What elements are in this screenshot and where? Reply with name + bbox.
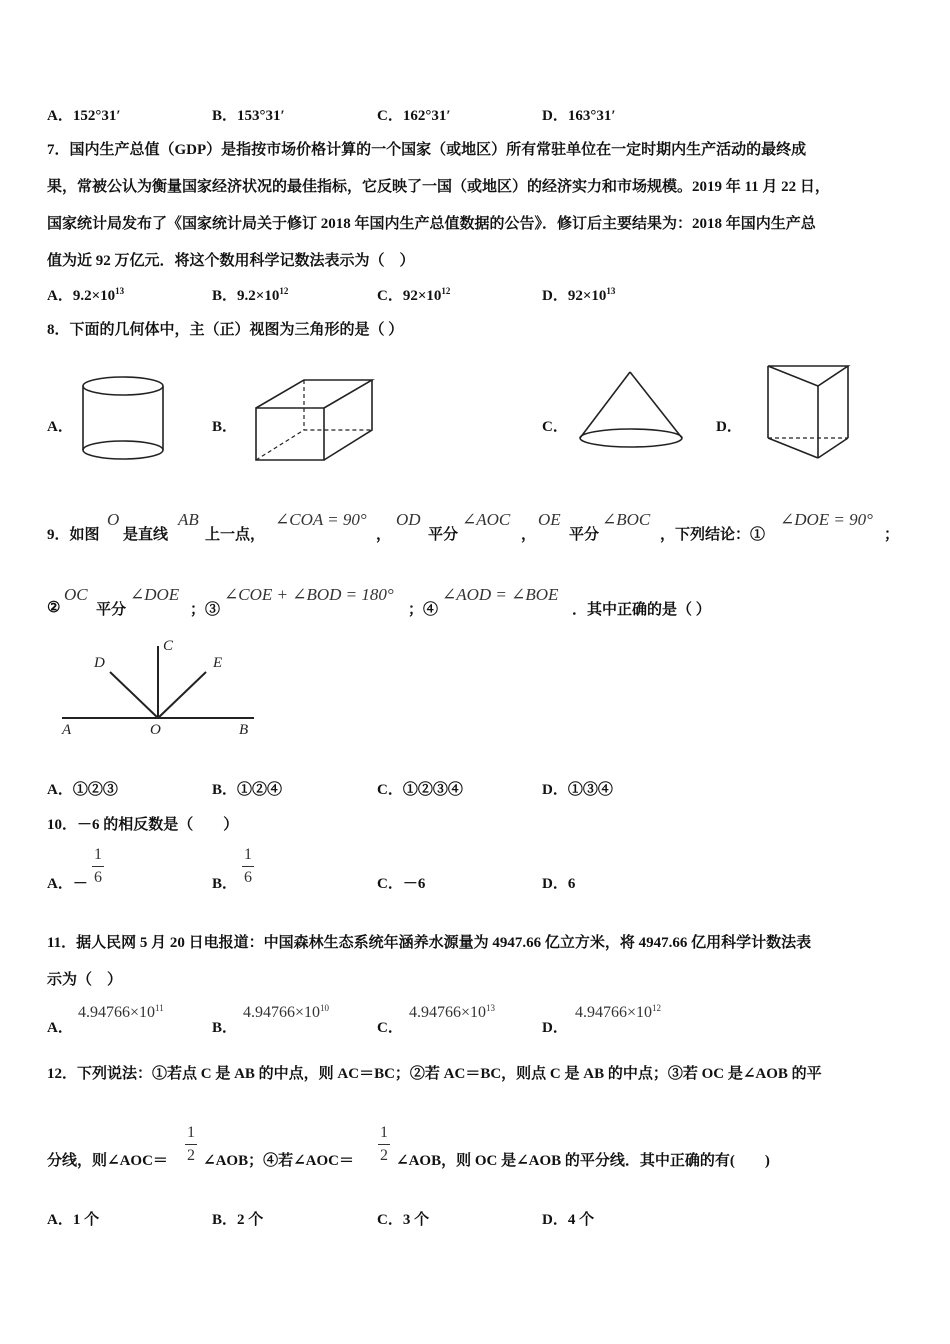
fraction-denominator: 2 — [187, 1147, 195, 1164]
q9-line-ab: AB — [178, 510, 199, 529]
option-text: 2 个 — [237, 1212, 264, 1228]
q9-ray-oc: OC — [64, 585, 88, 604]
option-exponent: 12 — [441, 286, 451, 296]
option-label: D． — [542, 876, 568, 892]
q9-prefix: 9．如图 — [47, 527, 100, 543]
q7-line-1: 7．国内生产总值（GDP）是指按市场价格计算的一个国家（或地区）所有常驻单位在一定时期内生产活动的最终成 — [47, 142, 807, 158]
option-text: 162°31′ — [402, 108, 451, 124]
fraction-denominator: 6 — [94, 869, 102, 886]
q12-option-d — [542, 1208, 594, 1229]
q10-option-b-fraction — [242, 846, 254, 887]
q11-option-a-value — [78, 1003, 164, 1022]
q11-line-2: 示为（ ） — [47, 972, 123, 988]
q9-angle-aoc: ∠AOC — [462, 510, 511, 529]
q8-label-c: C． — [542, 419, 568, 435]
q7-option-a — [47, 284, 124, 305]
q9-angle-coa: ∠COA = 90° — [275, 510, 367, 529]
fraction-bar — [92, 866, 104, 867]
option-text: 4 个 — [567, 1212, 595, 1228]
option-label: C． — [377, 108, 403, 124]
option-base: 4.94766×10 — [409, 1004, 487, 1021]
q9-comma-2: ， — [521, 527, 537, 543]
figure-label-b: B — [239, 722, 249, 738]
q9-ray-oe: OE — [538, 510, 561, 529]
q10-option-d — [542, 872, 575, 893]
option-label: D． — [542, 108, 568, 124]
q12-line-2b: ∠AOB；④若∠AOC＝ — [203, 1153, 354, 1169]
q11-option-a-label: A． — [47, 1020, 73, 1036]
q9-angle-sum: ∠COE + ∠BOD = 180° — [224, 585, 394, 604]
q9-text-2: 上一点， — [205, 527, 266, 543]
option-text: 6 — [567, 876, 576, 892]
q11-option-c-value — [409, 1003, 495, 1022]
q11-option-d-value — [575, 1003, 661, 1022]
figure-label-e: E — [213, 655, 223, 671]
q9-option-b — [212, 778, 282, 799]
q6-option-b — [212, 104, 285, 125]
q9-option-a — [47, 778, 118, 799]
q9-point-o: O — [107, 510, 120, 529]
option-exponent: 12 — [652, 1003, 662, 1013]
q9-text-4: 平分 — [569, 527, 600, 543]
figure-label-d: D — [94, 655, 105, 671]
option-text: 153°31′ — [237, 108, 285, 124]
q11-line-1: 11．据人民网 5 月 20 日电报道：中国森林生态系统年涵养水源量为 4947.66 亿立方米，将 4947.66 亿用科学计数法表 — [47, 935, 812, 951]
option-label: D． — [542, 782, 568, 798]
option-label: B． — [212, 108, 238, 124]
option-base: 9.2×10 — [237, 288, 280, 304]
q7-line-3: 国家统计局发布了《国家统计局关于修订 2018 年国内生产总值数据的公告》．修订后主要结果为：2018 年国内生产总 — [47, 216, 816, 232]
q12-line-1: 12．下列说法：①若点 C 是 AB 的中点，则 AC＝BC；②若 AC＝BC，则点 C 是 AB 的中点；③若 OC 是∠AOB 的平 — [47, 1066, 822, 1082]
option-exponent: 13 — [606, 286, 616, 296]
q8-label-d: D． — [716, 419, 742, 435]
q11-option-c-label: C． — [377, 1020, 403, 1036]
option-label: C． — [377, 288, 403, 304]
q9-angle-doe: ∠DOE = 90° — [780, 510, 873, 529]
option-text: 1 个 — [72, 1212, 100, 1228]
option-label: A． — [47, 782, 73, 798]
q10-option-b-label: B． — [212, 876, 238, 892]
option-exponent: 13 — [115, 286, 125, 296]
q9-text-6: ② — [47, 600, 61, 616]
q7-option-d — [542, 284, 615, 305]
option-base: 4.94766×10 — [575, 1004, 653, 1021]
q6-option-a — [47, 104, 121, 125]
q7-line-4: 值为近 92 万亿元．将这个数用科学记数法表示为（ ） — [47, 253, 415, 269]
option-base: 9.2×10 — [72, 288, 116, 304]
option-base: 4.94766×10 — [78, 1004, 156, 1021]
option-base: 92×10 — [567, 288, 607, 304]
q10-option-a-fraction — [92, 846, 104, 887]
q11-option-d-label: D． — [542, 1020, 568, 1036]
q6-option-c — [377, 104, 451, 125]
q12-line-2a: 分线，则∠AOC＝ — [47, 1153, 168, 1169]
q12-option-a — [47, 1208, 99, 1229]
q9-text-10: ．其中正确的是（ ） — [572, 602, 711, 618]
q9-text-1: 是直线 — [123, 527, 169, 543]
q12-option-c — [377, 1208, 429, 1229]
fraction-numerator: 1 — [380, 1124, 388, 1141]
q9-text-9: ；④ — [408, 602, 439, 618]
prism-figure — [762, 362, 856, 462]
fraction-denominator: 2 — [380, 1147, 388, 1164]
cylinder-figure — [76, 374, 170, 468]
q6-option-d — [542, 104, 616, 125]
q12-fraction-2 — [378, 1124, 390, 1165]
option-exponent: 10 — [320, 1003, 330, 1013]
q8-label-b: B． — [212, 419, 238, 435]
q9-text-7: 平分 — [96, 602, 127, 618]
q9-option-d — [542, 778, 613, 799]
q11-option-b-value — [243, 1003, 329, 1022]
fraction-numerator: 1 — [244, 846, 252, 863]
option-base: 92×10 — [402, 288, 442, 304]
cuboid-figure — [248, 372, 380, 466]
option-text: 3 个 — [402, 1212, 430, 1228]
option-text: ①②③④ — [402, 782, 463, 798]
fraction-numerator: 1 — [187, 1124, 195, 1141]
fraction-numerator: 1 — [94, 846, 102, 863]
option-label: B． — [212, 782, 238, 798]
option-label: C． — [377, 876, 403, 892]
option-label: D． — [542, 288, 568, 304]
q9-angle-doe-2: ∠DOE — [130, 585, 180, 604]
option-label: B． — [212, 288, 238, 304]
q9-semicolon: ； — [884, 527, 900, 543]
option-text: 163°31′ — [567, 108, 616, 124]
option-label: A． — [47, 1212, 73, 1228]
option-label: A． — [47, 288, 73, 304]
option-label: B． — [212, 1212, 238, 1228]
option-text: ①②③ — [72, 782, 118, 798]
q9-comma-1: ， — [376, 527, 392, 543]
figure-label-c: C — [163, 638, 174, 654]
option-exponent: 12 — [279, 286, 289, 296]
option-exponent: 11 — [155, 1003, 164, 1013]
option-text: －6 — [402, 876, 426, 892]
fraction-bar — [378, 1144, 390, 1145]
fraction-bar — [242, 866, 254, 867]
q9-option-c — [377, 778, 463, 799]
q8-label-a: A． — [47, 419, 73, 435]
q7-option-b — [212, 284, 288, 305]
option-text: ①②④ — [237, 782, 283, 798]
fraction-bar — [185, 1144, 197, 1145]
q9-ray-od: OD — [396, 510, 421, 529]
q7-line-2: 果，常被公认为衡量国家经济状况的最佳指标，它反映了一国（或地区）的经济实力和市场规模。2019 年 11 月 22 日， — [47, 179, 830, 195]
q12-fraction-1 — [185, 1124, 197, 1165]
q7-option-c — [377, 284, 450, 305]
fraction-denominator: 6 — [244, 869, 252, 886]
q12-option-b — [212, 1208, 263, 1229]
q10-stem: 10．－6 的相反数是（ ） — [47, 817, 239, 833]
option-text: 152°31′ — [72, 108, 121, 124]
option-label: D． — [542, 1212, 568, 1228]
option-label: C． — [377, 782, 403, 798]
option-exponent: 13 — [486, 1003, 496, 1013]
q9-text-5: ，下列结论：① — [660, 527, 766, 543]
option-label: C． — [377, 1212, 403, 1228]
q9-text-8: ；③ — [190, 602, 221, 618]
q8-stem: 8．下面的几何体中，主（正）视图为三角形的是（ ） — [47, 322, 404, 338]
q11-option-b-label: B． — [212, 1020, 238, 1036]
q9-angle-equal: ∠AOD = ∠BOE — [442, 585, 559, 604]
q9-angle-boc: ∠BOC — [602, 510, 651, 529]
q12-line-2c: ∠AOB，则 OC 是∠AOB 的平分线．其中正确的有( ) — [396, 1153, 770, 1169]
cone-figure — [574, 366, 688, 460]
option-base: 4.94766×10 — [243, 1004, 321, 1021]
figure-label-a: A — [62, 722, 72, 738]
q9-text-3: 平分 — [428, 527, 459, 543]
figure-label-o: O — [150, 722, 161, 738]
q10-option-a-label: A．－ — [47, 876, 88, 892]
option-text: ①③④ — [567, 782, 613, 798]
q10-option-c — [377, 872, 425, 893]
option-label: A． — [47, 108, 73, 124]
